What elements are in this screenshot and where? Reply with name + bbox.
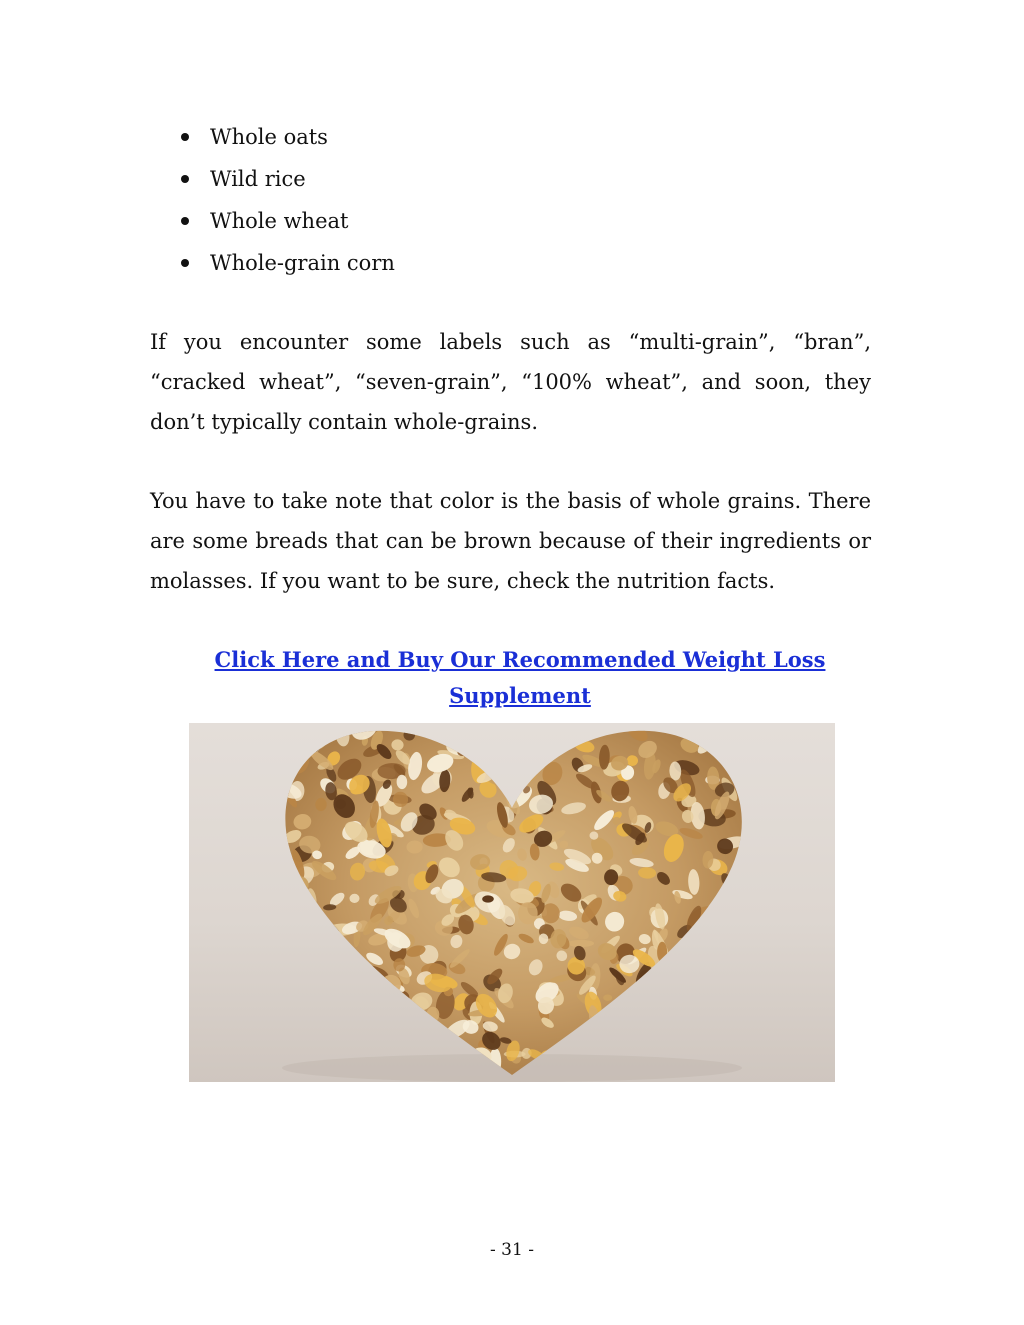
paragraph-color: You have to take note that color is the basis of whole grains. There are some breads that can be brown because of their ingredients or molasses. If you want to be sure, check the nutrition facts. — [150, 489, 871, 593]
list-item-text: Whole wheat — [210, 209, 349, 233]
recommended-supplement-link[interactable]: Click Here and Buy Our Recommended Weight Loss Supplement — [214, 647, 826, 708]
list-item — [150, 242, 870, 284]
list-item — [150, 200, 870, 242]
list-item-text: Wild rice — [210, 167, 306, 191]
heart-granola-illustration — [189, 723, 835, 1082]
bullet-icon — [181, 133, 189, 141]
list-item — [150, 116, 870, 158]
heart-granola-image — [189, 723, 835, 1082]
bullet-icon — [181, 259, 189, 267]
grain-list — [150, 116, 870, 284]
cta-container — [150, 642, 890, 714]
page-number: - 31 - — [490, 1240, 534, 1260]
list-item — [150, 158, 870, 200]
bullet-icon — [181, 217, 189, 225]
bullet-icon — [181, 175, 189, 183]
list-item-text: Whole-grain corn — [210, 251, 395, 275]
paragraph-labels: If you encounter some labels such as “multi-grain”, “bran”, “cracked wheat”, “seven-grain”, “100% wheat”, and soon, they don’t typically contain whole-grains. — [150, 330, 871, 434]
list-item-text: Whole oats — [210, 125, 328, 149]
